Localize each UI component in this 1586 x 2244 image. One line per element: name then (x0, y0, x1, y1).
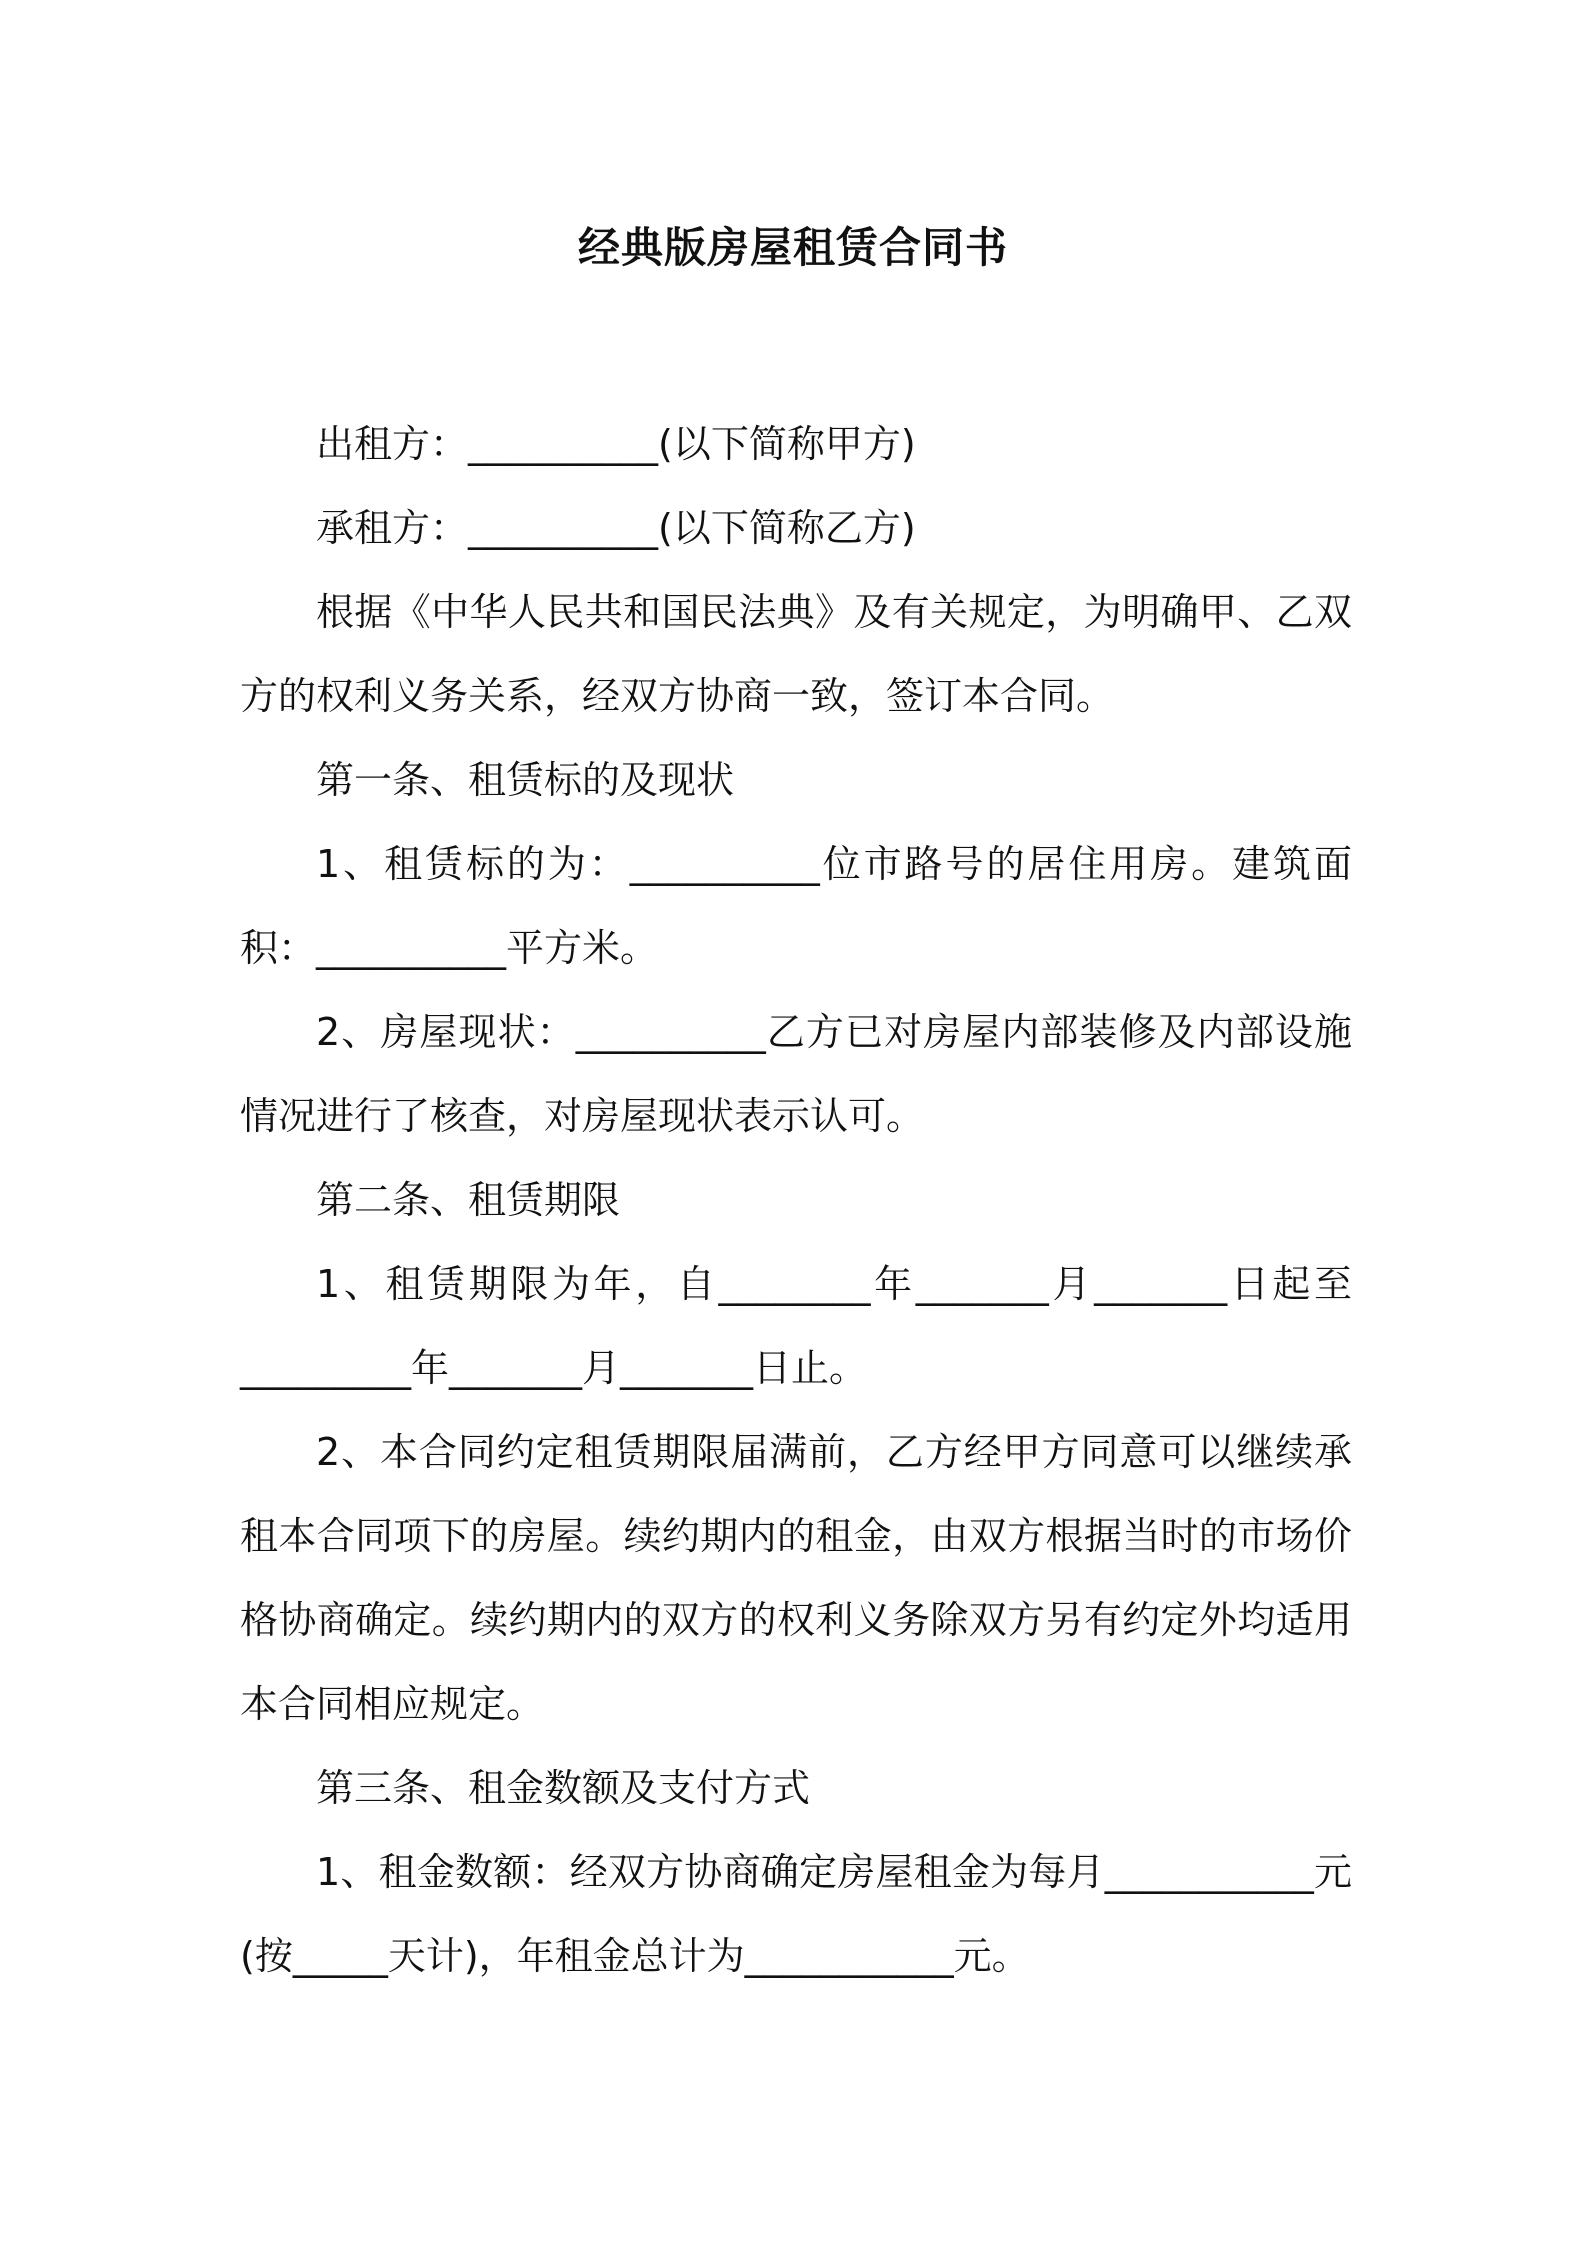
preamble-paragraph: 根据《中华人民共和国民法典》及有关规定，为明确甲、乙双方的权利义务关系，经双方协商一致，签订本合同。 (240, 590, 1352, 718)
article-1-clause-1: 1、租赁标的为：__________位市路号的居住用房。建筑面积：__________平方米。 (240, 842, 1352, 970)
article-1-clause-2: 2、房屋现状：__________乙方已对房屋内部装修及内部设施情况进行了核查，对房屋现状表示认可。 (240, 1010, 1352, 1138)
article-3-heading: 第三条、租金数额及支付方式 (316, 1766, 811, 1810)
lessee-line: 承租方：__________(以下简称乙方) (316, 506, 916, 550)
article-3-clause-1: 1、租金数额：经双方协商确定房屋租金为每月___________元(按_____天计)，年租金总计为___________元。 (240, 1850, 1352, 1978)
article-2-clause-1: 1、租赁期限为年，自________年_______月_______日起至_________年_______月_______日止。 (240, 1262, 1352, 1390)
article-1-heading: 第一条、租赁标的及现状 (316, 758, 735, 802)
document-body (240, 402, 1352, 1998)
lessor-line: 出租方：__________(以下简称甲方) (316, 422, 916, 466)
article-2-heading: 第二条、租赁期限 (316, 1178, 621, 1222)
document-title: 经典版房屋租赁合同书 (577, 223, 1008, 272)
article-2-clause-2: 2、本合同约定租赁期限届满前，乙方经甲方同意可以继续承租本合同项下的房屋。续约期内的租金，由双方根据当时的市场价格协商确定。续约期内的双方的权利义务除双方另有约定外均适用本合同相应规定。 (240, 1430, 1352, 1726)
